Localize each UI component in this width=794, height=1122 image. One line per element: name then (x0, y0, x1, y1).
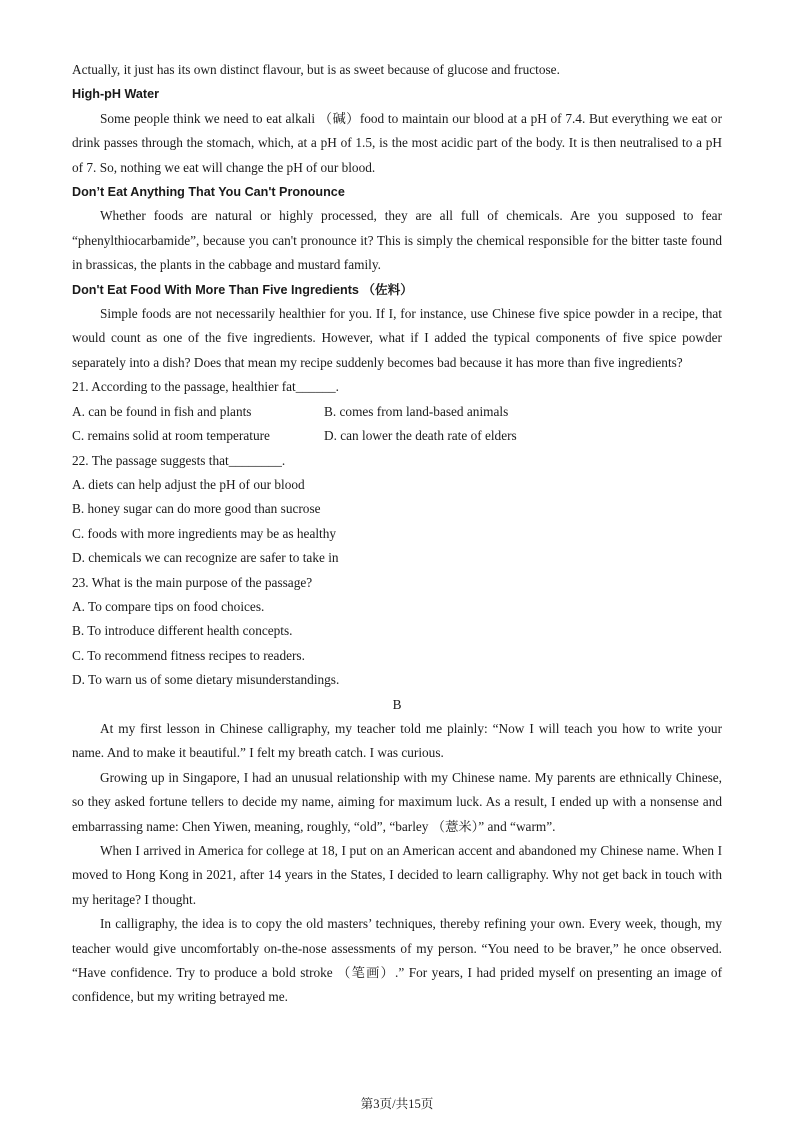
heading-high-ph-water: High-pH Water (72, 87, 159, 102)
question-21-stem: 21. According to the passage, healthier fat______. (72, 379, 339, 395)
section-b-paragraph-2: Growing up in Singapore, I had an unusual relationship with my Chinese name. My parents are ethnically Chinese, so they asked fortune tellers to decide my name, aiming for maximum luck. As a result, I ended up with a nonsense and embarrassing name: Chen Yiwen, meaning, roughly, “old”, “barley （薏米）” and “warm”. (72, 769, 722, 834)
page-number-footer: 第3页/共15页 (360, 1097, 434, 1111)
question-21-option-a: A. can be found in fish and plants (72, 403, 252, 419)
question-21-options-row-2 (72, 424, 722, 448)
question-22-option-a: A. diets can help adjust the pH of our blood (72, 476, 305, 492)
section-b-paragraph-3: When I arrived in America for college at 18, I put on an American accent and abandoned my Chinese name. When I moved to Hong Kong in 2021, after 14 years in the States, I decided to learn calligraphy. Why not get back in touch with my heritage? I thought. (72, 843, 722, 907)
paragraph-high-ph-water: Some people think we need to eat alkali （碱）food to maintain our blood at a pH of 7.4. But everything we eat or drink passes through the stomach, which, at a pH of 1.5, is the most acidic part of the body. It is then neutralised to a pH of 7. So, nothing we eat will change the pH of our blood. (72, 110, 722, 175)
section-b-paragraph-1: At my first lesson in Chinese calligraphy, my teacher told me plainly: “Now I will teach you how to write your name. And to make it beautiful.” I felt my breath catch. I was curious. (72, 720, 722, 761)
question-23-option-c: C. To recommend fitness recipes to readers. (72, 647, 305, 663)
question-23-option-a: A. To compare tips on food choices. (72, 598, 265, 614)
question-22-stem: 22. The passage suggests that________. (72, 452, 286, 468)
section-b-paragraph-4: In calligraphy, the idea is to copy the old masters’ techniques, thereby refining your own. Every week, though, my teacher would give uncomfortably on-the-nose assessments of my person. “You need to be braver,” he once observed. “Have confidence. Try to produce a bold stroke （笔画）.” For years, I had prided myself on presenting an image of confidence, but my writing betrayed me. (72, 916, 722, 1005)
question-21-option-d: D. can lower the death rate of elders (324, 428, 517, 444)
question-22-option-d: D. chemicals we can recognize are safer to take in (72, 550, 339, 566)
heading-cant-pronounce: Don’t Eat Anything That You Can't Pronounce (72, 185, 345, 200)
question-22-option-c: C. foods with more ingredients may be as healthy (72, 525, 337, 541)
document-page (72, 58, 722, 1010)
question-22-option-b: B. honey sugar can do more good than sucrose (72, 501, 321, 517)
paragraph-cant-pronounce: Whether foods are natural or highly processed, they are all full of chemicals. Are you supposed to fear “phenylthiocarbamide”, because you can't pronounce it? This is simply the chemical responsible for the bitter taste found in brassicas, the plants in the cabbage and mustard family. (72, 208, 722, 273)
question-23-option-d: D. To warn us of some dietary misunderstandings. (72, 672, 340, 688)
heading-five-ingredients: Don't Eat Food With More Than Five Ingredients （佐料） (72, 282, 413, 297)
section-b-label: B (392, 696, 402, 712)
question-23-stem: 23. What is the main purpose of the passage? (72, 574, 313, 590)
paragraph-five-ingredients: Simple foods are not necessarily healthier for you. If I, for instance, use Chinese five spice powder in a recipe, that would count as one of the five ingredients. However, what if I added the typical components of five spice powder separately into a dish? Does that mean my recipe suddenly becomes bad because it has more than five ingredients? (72, 306, 722, 370)
question-21-options-row-1 (72, 400, 722, 424)
question-21-option-b: B. comes from land-based animals (324, 403, 509, 419)
question-23-option-b: B. To introduce different health concepts. (72, 623, 293, 639)
intro-line: Actually, it just has its own distinct flavour, but is as sweet because of glucose and fructose. (72, 62, 560, 77)
question-21-option-c: C. remains solid at room temperature (72, 428, 270, 444)
